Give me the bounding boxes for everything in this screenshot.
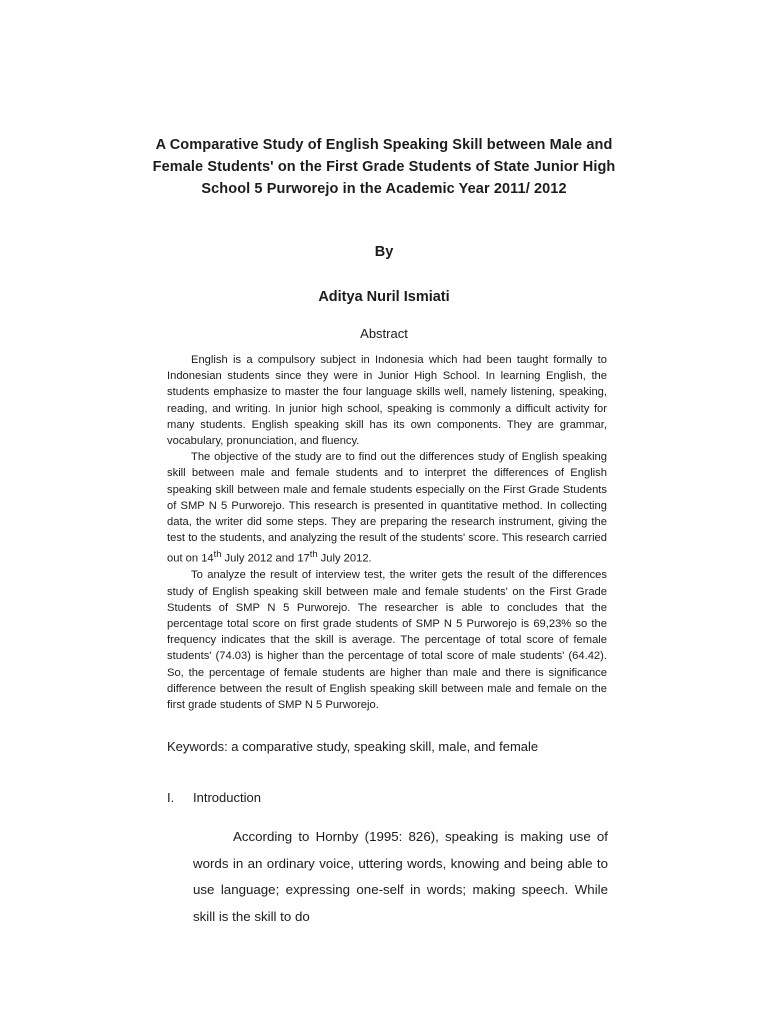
abstract-heading: Abstract (360, 326, 408, 341)
abstract-text: July 2012. (317, 553, 372, 566)
paper-title (120, 134, 648, 200)
introduction-body (193, 824, 608, 930)
title-line: Female Students' on the First Grade Students of State Junior High (152, 159, 616, 175)
title-line: A Comparative Study of English Speaking Skill between Male and (155, 137, 613, 153)
keywords: Keywords: a comparative study, speaking skill, male, and female (167, 739, 539, 754)
abstract-paragraph (167, 449, 607, 567)
ordinal-suffix: th (213, 549, 222, 560)
abstract-paragraph: English is a compulsory subject in Indonesia which had been taught formally to Indonesian students since they were in Junior High School. In learning English, the students emphasize to master the four language skills well, namely listening, speaking, reading, and writing. In junior high school, speaking is commonly a difficult activity for many students. English speaking skill has its own components. They are grammar, vocabulary, pronunciation, and fluency. (167, 354, 607, 448)
abstract-text: The objective of the study are to find out the differences study of English speaking skill between male and female students and to interpret the differences of English speaking skill between male and female students especially on the First Grade Students of SMP N 5 Purworejo. This research is presented in quantitative method. In collecting data, the writer did some steps. They are preparing the research instrument, giving the test to the students, and analyzing the result of the students' score. This research carried out on 14 (167, 451, 607, 566)
section-title: Introduction (193, 790, 261, 805)
section-number: I. (167, 790, 175, 805)
author-name: Aditya Nuril Ismiati (318, 289, 450, 305)
body-paragraph: According to Hornby (1995: 826), speaking is making use of words in an ordinary voice, uttering words, knowing and being able to use language; expressing one-self in words; making speech. While skill is the skill to do (193, 829, 608, 924)
abstract-text: July 2012 and 17 (221, 553, 310, 566)
abstract-paragraph: To analyze the result of interview test, the writer gets the result of the differences study of English speaking skill between male and female students' on the First Grade Students of SMP N 5 Purworejo. The researcher is able to concludes that the percentage total score on first grade students of SMP N 5 Purworejo is 69,23% so the frequency indicates that the skill is average. The percentage of total score of female students' (74.03) is higher than the percentage of total score of male students' (64.42). So, the percentage of female students are higher than male and there is significance difference between the result of English speaking skill between male and female on the first grade students of SMP N 5 Purworejo. (167, 569, 607, 711)
by-label: By (374, 244, 394, 260)
section-heading (167, 790, 261, 805)
ordinal-suffix: th (309, 549, 318, 560)
abstract-body (167, 352, 607, 713)
title-line: School 5 Purworejo in the Academic Year 2011/ 2012 (201, 181, 567, 197)
